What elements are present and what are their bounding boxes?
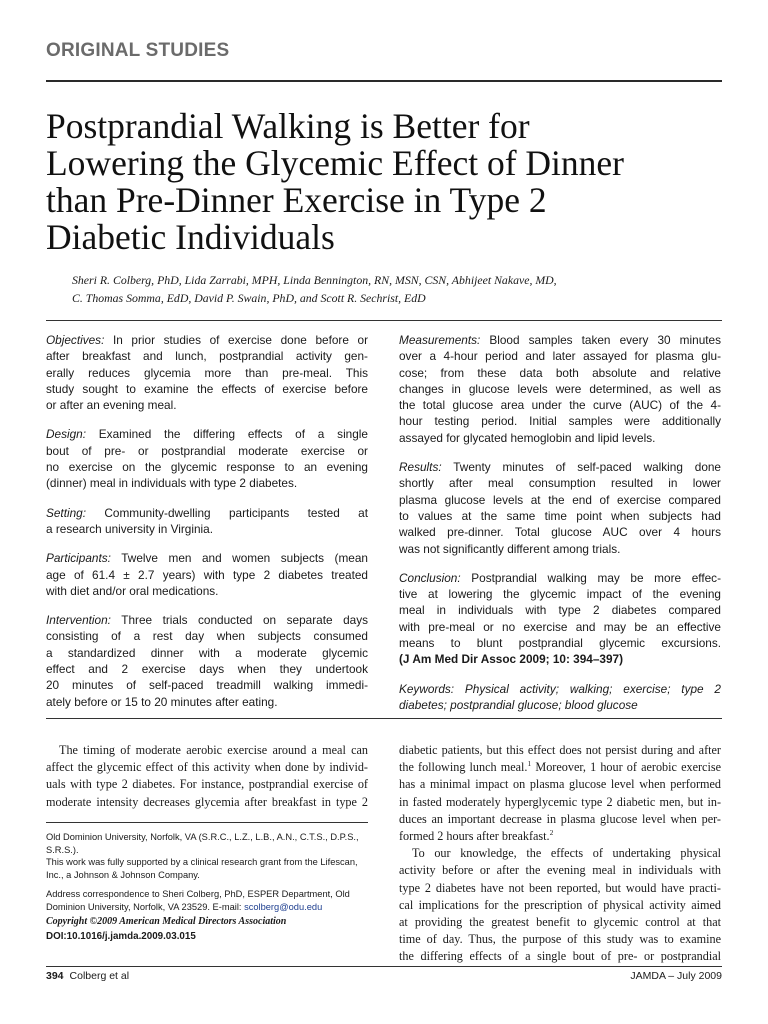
abstract-text: effect and 2 exercise days when they undertook — [46, 662, 368, 677]
author-line: Sheri R. Colberg, PhD, Lida Zarrabi, MPH, Linda Bennington, RN, MSN, CSN, Abhijeet Nakave, MD, — [72, 273, 557, 287]
body-text-line: duces an important decrease in plasma glucose level when per- — [399, 811, 721, 826]
abstract-text: hour testing period. Initial samples were additionally — [399, 414, 721, 429]
abstract-text: meal in individuals with type 2 diabetes compared — [399, 603, 721, 618]
body-text-line: at providing the greatest benefit to glycemic control at that — [399, 915, 721, 930]
footnote-line: Old Dominion University, Norfolk, VA (S.R.C., L.Z., L.B., A.N., C.T.S., D.P.S., — [46, 832, 359, 842]
abstract-label: Measurements: — [399, 333, 481, 347]
page-footer-left — [46, 970, 129, 982]
abstract-right-column — [399, 332, 721, 726]
article-title — [46, 108, 726, 256]
footnotes — [46, 831, 368, 944]
abstract-objectives — [46, 332, 368, 413]
section-rule — [46, 80, 722, 82]
title-line: Lowering the Glycemic Effect of Dinner — [46, 143, 624, 183]
abstract-text: changes in glucose levels were determined, as well as — [399, 381, 721, 396]
body-text-line: has a minimal impact on plasma glucose level when performed — [399, 777, 721, 792]
abstract-text: tive at lowering the glycemic impact of the evening — [399, 587, 721, 602]
abstract-top-rule — [46, 320, 722, 321]
abstract-text: 20 minutes of self-paced treadmill walking immedi- — [46, 678, 368, 693]
body-text-line: affect the glycemic effect of this activity when done by individ- — [46, 760, 368, 775]
abstract-text: Examined the differing effects of a single — [86, 427, 368, 442]
body-text-line — [399, 759, 721, 776]
abstract-left-column — [46, 332, 368, 723]
abstract-label: Objectives: — [46, 333, 105, 347]
footnote-line: Address correspondence to Sheri Colberg, PhD, ESPER Department, Old — [46, 889, 350, 900]
footnote-text: Dominion University, Norfolk, VA 23529. E-mail: — [46, 901, 245, 912]
title-line: Postprandial Walking is Better for — [46, 106, 530, 146]
abstract-text: Blood samples taken every 30 minutes — [480, 333, 721, 347]
body-text-line: activity before or after the evening meal in individuals with — [399, 863, 721, 878]
running-author: Colberg et al — [69, 970, 130, 982]
abstract-text: In prior studies of exercise done before or — [104, 333, 368, 347]
journal-issue: JAMDA – July 2009 — [630, 970, 722, 982]
footer-rule — [46, 966, 722, 967]
title-line: Diabetic Individuals — [46, 217, 335, 257]
abstract-label: Design: — [46, 427, 86, 442]
abstract-text: shortly after meal consumption resulted in lower — [399, 476, 721, 491]
footnote-line: S.R.S.). — [46, 844, 79, 855]
abstract-results — [399, 459, 721, 557]
body-text-line: cal implications for the prescription of physical activity aimed — [399, 897, 721, 912]
abstract-conclusion — [399, 570, 721, 668]
abstract-bottom-rule — [46, 718, 722, 719]
abstract-label: Participants: — [46, 551, 111, 566]
author-line: C. Thomas Somma, EdD, David P. Swain, PhD, and Scott R. Sechrist, EdD — [72, 291, 426, 305]
affiliation-note — [46, 831, 368, 856]
title-line: than Pre-Dinner Exercise in Type 2 — [46, 180, 547, 220]
abstract-text: or after an evening meal. — [46, 398, 177, 413]
reference-marker[interactable]: 1 — [527, 759, 532, 769]
abstract-text: plasma glucose levels at the end of exercise compared — [399, 492, 721, 507]
body-text: the following lunch meal. — [399, 760, 528, 775]
copyright-notice: Copyright ©2009 American Medical Directors Association — [46, 915, 287, 927]
abstract-text: a research university in Virginia. — [46, 521, 213, 536]
abstract-label: Conclusion: — [399, 570, 461, 585]
body-text-line: The timing of moderate aerobic exercise around a meal can — [59, 743, 368, 757]
email-link[interactable]: scolberg@odu.edu — [244, 901, 323, 912]
abstract-text: over a 4-hour period and later assayed for plasma glu- — [399, 349, 721, 364]
page-number: 394 — [46, 970, 64, 982]
abstract-text: a standardized dinner with a moderate glycemic — [46, 645, 368, 660]
abstract-text: means to blunt postprandial glycemic excursions. — [399, 636, 721, 651]
keywords-text: Keywords: Physical activity; walking; exercise; type 2 — [399, 681, 721, 696]
abstract-text: (dinner) meal in individuals with type 2 diabetes. — [46, 476, 298, 491]
body-text-line: in fasted moderately hyperglycemic type 2 diabetic men, but in- — [399, 794, 721, 809]
abstract-text: Twenty minutes of self-paced walking done — [441, 460, 721, 475]
body-left-column — [46, 742, 368, 811]
body-text-line: diabetic patients, but this effect does not persist during and after — [399, 743, 721, 757]
abstract-text: to values at the same time point when subjects had — [399, 508, 721, 523]
abstract-text: consisting of a rest day when subjects consumed — [46, 629, 368, 644]
body-text-line: uals with type 2 diabetes. For instance, postprandial exercise of — [46, 777, 368, 792]
abstract-intervention — [46, 612, 368, 710]
body-text-line: time of day. Thus, the purpose of this study was to examine — [399, 932, 721, 947]
journal-citation: (J Am Med Dir Assoc 2009; 10: 394–397) — [399, 652, 624, 667]
abstract-text: with pre-meal or no exercise and may be an effective — [399, 619, 721, 634]
body-text-line: To our knowledge, the effects of undertaking physical — [412, 846, 721, 861]
abstract-text: after breakfast and lunch, postprandial activity gen- — [46, 349, 368, 364]
abstract-text: walked pre-dinner. Total glucose AUC over 4 hours — [399, 525, 721, 540]
abstract-label: Results: — [399, 460, 442, 475]
abstract-text: Three trials conducted on separate days — [110, 613, 368, 628]
body-text: formed 2 hours after breakfast. — [399, 829, 550, 844]
doi-link[interactable]: DOI:10.1016/j.jamda.2009.03.015 — [46, 931, 196, 943]
abstract-text: age of 61.4 ± 2.7 years) with type 2 diabetes treated — [46, 567, 368, 582]
abstract-text: with diet and/or oral medications. — [46, 583, 219, 598]
keywords-text: diabetes; postprandial glucose; blood glucose — [399, 697, 638, 712]
footnote-line — [46, 901, 368, 914]
abstract-measurements — [399, 332, 721, 446]
funding-note — [46, 856, 368, 881]
body-text: Moreover, 1 hour of aerobic exercise — [531, 760, 721, 775]
footnote-line: This work was fully supported by a clinical research grant from the Lifescan, — [46, 857, 358, 868]
abstract-text: ately before or 15 to 20 minutes after eating. — [46, 694, 278, 709]
body-text-line: moderate intensity decreases glycemia after breakfast in type 2 — [46, 794, 368, 809]
abstract-text: was not significantly different among trials. — [399, 541, 621, 556]
body-right-column — [399, 742, 721, 966]
abstract-text: assayed for glycated hemoglobin and lipid levels. — [399, 430, 656, 445]
footnote-rule — [46, 822, 368, 823]
correspondence-note — [46, 888, 368, 913]
body-text-line: the differing effects of a single bout of pre- or postprandial — [399, 949, 721, 964]
abstract-text: erally reduces glycemia more than pre-meal. This — [46, 365, 368, 380]
body-text-line — [399, 828, 721, 845]
abstract-text: study sought to examine the effects of exercise before — [46, 381, 368, 396]
body-text-line: type 2 diabetes have not been reported, but would have practi- — [399, 880, 721, 895]
section-label: ORIGINAL STUDIES — [46, 40, 230, 61]
abstract-text: Postprandial walking may be more effec- — [460, 570, 721, 585]
abstract-text: no exercise on the glycemic response to an evening — [46, 460, 368, 475]
reference-marker[interactable]: 2 — [549, 827, 554, 837]
footnote-line: Inc., a Johnson & Johnson Company. — [46, 869, 200, 880]
abstract-text: cose; from these data both absolute and relative — [399, 365, 721, 380]
abstract-label: Setting: — [46, 505, 87, 520]
abstract-label: Intervention: — [46, 613, 111, 628]
abstract-text: Twelve men and women subjects (mean — [110, 551, 368, 566]
abstract-setting — [46, 505, 368, 538]
author-list — [72, 271, 722, 307]
abstract-participants — [46, 550, 368, 599]
abstract-keywords — [399, 681, 721, 714]
abstract-text: the total glucose area under the curve (AUC) of the 4- — [399, 398, 721, 413]
abstract-text: bout of pre- or postprandial moderate exercise or — [46, 443, 368, 458]
abstract-text: Community-dwelling participants tested at — [86, 505, 368, 520]
abstract-design — [46, 426, 368, 491]
